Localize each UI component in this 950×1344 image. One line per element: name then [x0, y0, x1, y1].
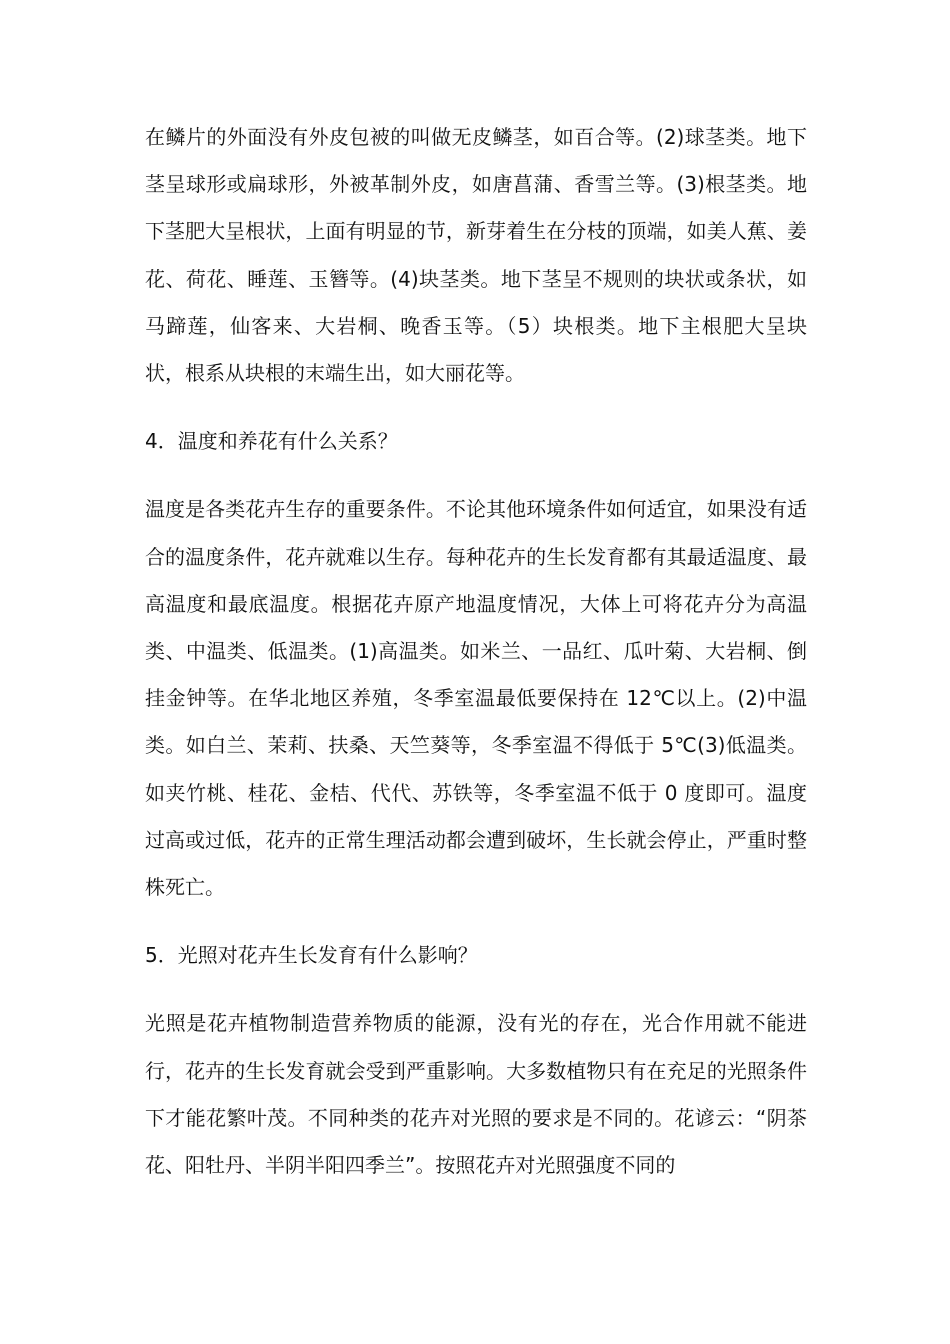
- paragraph-bulb-types: 在鳞片的外面没有外皮包被的叫做无皮鳞茎，如百合等。(2)球茎类。地下茎呈球形或扁球形，外被革制外皮，如唐菖蒲、香雪兰等。(3)根茎类。地下茎肥大呈根状，上面有明显的节，新芽着生在分枝的顶端，如美人蕉、姜花、荷花、睡莲、玉簪等。(4)块茎类。地下茎呈不规则的块状或条状，如马蹄莲，仙客来、大岩桐、晚香玉等。（5）块根类。地下主根肥大呈块状，根系从块根的末端生出，如大丽花等。: [145, 125, 807, 386]
- paragraph-light: 光照是花卉植物制造营养物质的能源，没有光的存在，光合作用就不能进行，花卉的生长发育就会受到严重影响。大多数植物只有在充足的光照条件下才能花繁叶茂。不同种类的花卉对光照的要求是不同的。花谚云：“阴茶花、阳牡丹、半阴半阳四季兰”。按照花卉对光照强度不同的: [145, 1011, 807, 1178]
- document-body: [145, 114, 807, 1189]
- paragraph-gap: [145, 465, 807, 486]
- question-5-heading: 5．光照对花卉生长发育有什么影响？: [145, 943, 478, 968]
- question-4-heading: 4．温度和养花有什么关系？: [145, 429, 398, 454]
- paragraph-gap: [145, 979, 807, 1000]
- paragraph-temperature: 温度是各类花卉生存的重要条件。不论其他环境条件如何适宜，如果没有适合的温度条件，花卉就难以生存。每种花卉的生长发育都有其最适温度、最高温度和最底温度。根据花卉原产地温度情况，大体上可将花卉分为高温类、中温类、低温类。(1)高温类。如米兰、一品红、瓜叶菊、大岩桐、倒挂金钟等。在华北地区养殖，冬季室温最低要保持在 12℃以上。(2)中温类。如白兰、茉莉、扶桑、天竺葵等，冬季室温不得低于 5℃(3)低温类。如夹竹桃、桂花、金桔、代代、苏铁等，冬季室温不低于 0 度即可。温度过高或过低，花卉的正常生理活动都会遭到破坏，生长就会停止，严重时整株死亡。: [145, 497, 807, 900]
- paragraph-gap: [145, 397, 807, 418]
- paragraph-gap: [145, 911, 807, 932]
